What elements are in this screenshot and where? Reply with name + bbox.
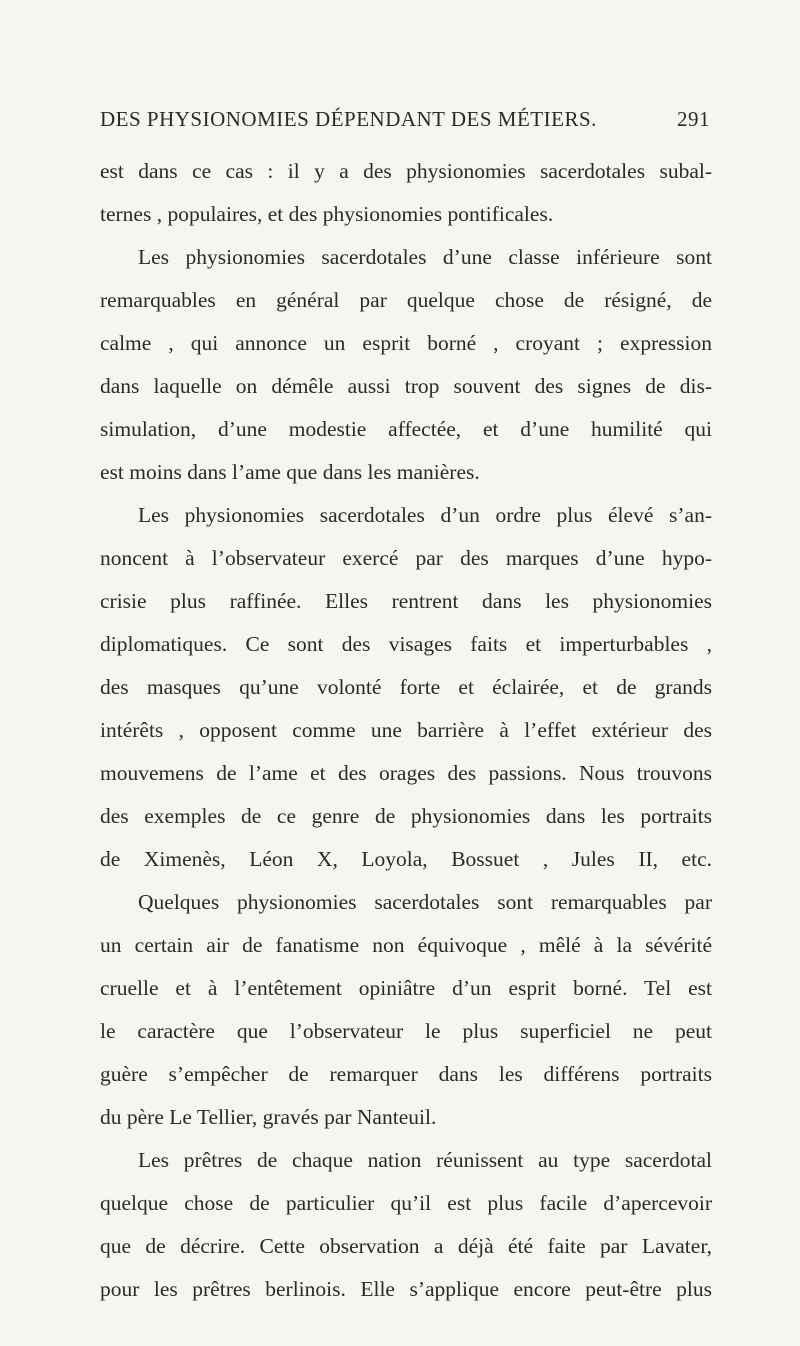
- text-line: des exemples de ce genre de physionomies dans les portraits: [100, 804, 712, 828]
- text-line: quelque chose de particulier qu’il est plus facile d’apercevoir: [100, 1191, 712, 1215]
- text-line: dans laquelle on démêle aussi trop souvent des signes de dis-: [100, 374, 712, 398]
- text-line: guère s’empêcher de remarquer dans les différens portraits: [100, 1062, 712, 1086]
- text-line: diplomatiques. Ce sont des visages faits et imperturbables ,: [100, 632, 712, 656]
- text-line: intérêts , opposent comme une barrière à l’effet extérieur des: [100, 718, 712, 742]
- text-line: est moins dans l’ame que dans les manières.: [100, 460, 480, 484]
- text-line: que de décrire. Cette observation a déjà été faite par Lavater,: [100, 1234, 712, 1258]
- text-line: du père Le Tellier, gravés par Nanteuil.: [100, 1105, 437, 1129]
- text-line: un certain air de fanatisme non équivoque , mêlé à la sévérité: [100, 933, 712, 957]
- text-line: le caractère que l’observateur le plus superficiel ne peut: [100, 1019, 712, 1043]
- text-line: simulation, d’une modestie affectée, et d’une humilité qui: [100, 417, 712, 441]
- text-line: pour les prêtres berlinois. Elle s’applique encore peut-être plus: [100, 1277, 712, 1301]
- paragraph-first-line: Quelques physionomies sacerdotales sont remarquables par: [138, 890, 712, 914]
- text-line: noncent à l’observateur exercé par des marques d’une hypo-: [100, 546, 712, 570]
- text-line: est dans ce cas : il y a des physionomies sacerdotales subal-: [100, 159, 712, 183]
- body-text: [100, 150, 712, 1311]
- running-head: [100, 107, 710, 132]
- text-line: de Ximenès, Léon X, Loyola, Bossuet , Jules II, etc.: [100, 847, 712, 871]
- text-line: des masques qu’une volonté forte et éclairée, et de grands: [100, 675, 712, 699]
- text-line: remarquables en général par quelque chose de résigné, de: [100, 288, 712, 312]
- text-line: ternes , populaires, et des physionomies pontificales.: [100, 202, 554, 226]
- paragraph-first-line: Les physionomies sacerdotales d’un ordre plus élevé s’an-: [138, 503, 712, 527]
- text-line: mouvemens de l’ame et des orages des passions. Nous trouvons: [100, 761, 712, 785]
- text-line: cruelle et à l’entêtement opiniâtre d’un esprit borné. Tel est: [100, 976, 712, 1000]
- paragraph-first-line: Les prêtres de chaque nation réunissent au type sacerdotal: [138, 1148, 712, 1172]
- text-line: calme , qui annonce un esprit borné , croyant ; expression: [100, 331, 712, 355]
- text-line: crisie plus raffinée. Elles rentrent dans les physionomies: [100, 589, 712, 613]
- running-head-title: DES PHYSIONOMIES DÉPENDANT DES MÉTIERS.: [100, 107, 597, 131]
- paragraph-first-line: Les physionomies sacerdotales d’une classe inférieure sont: [138, 245, 712, 269]
- page-number: 291: [677, 107, 710, 131]
